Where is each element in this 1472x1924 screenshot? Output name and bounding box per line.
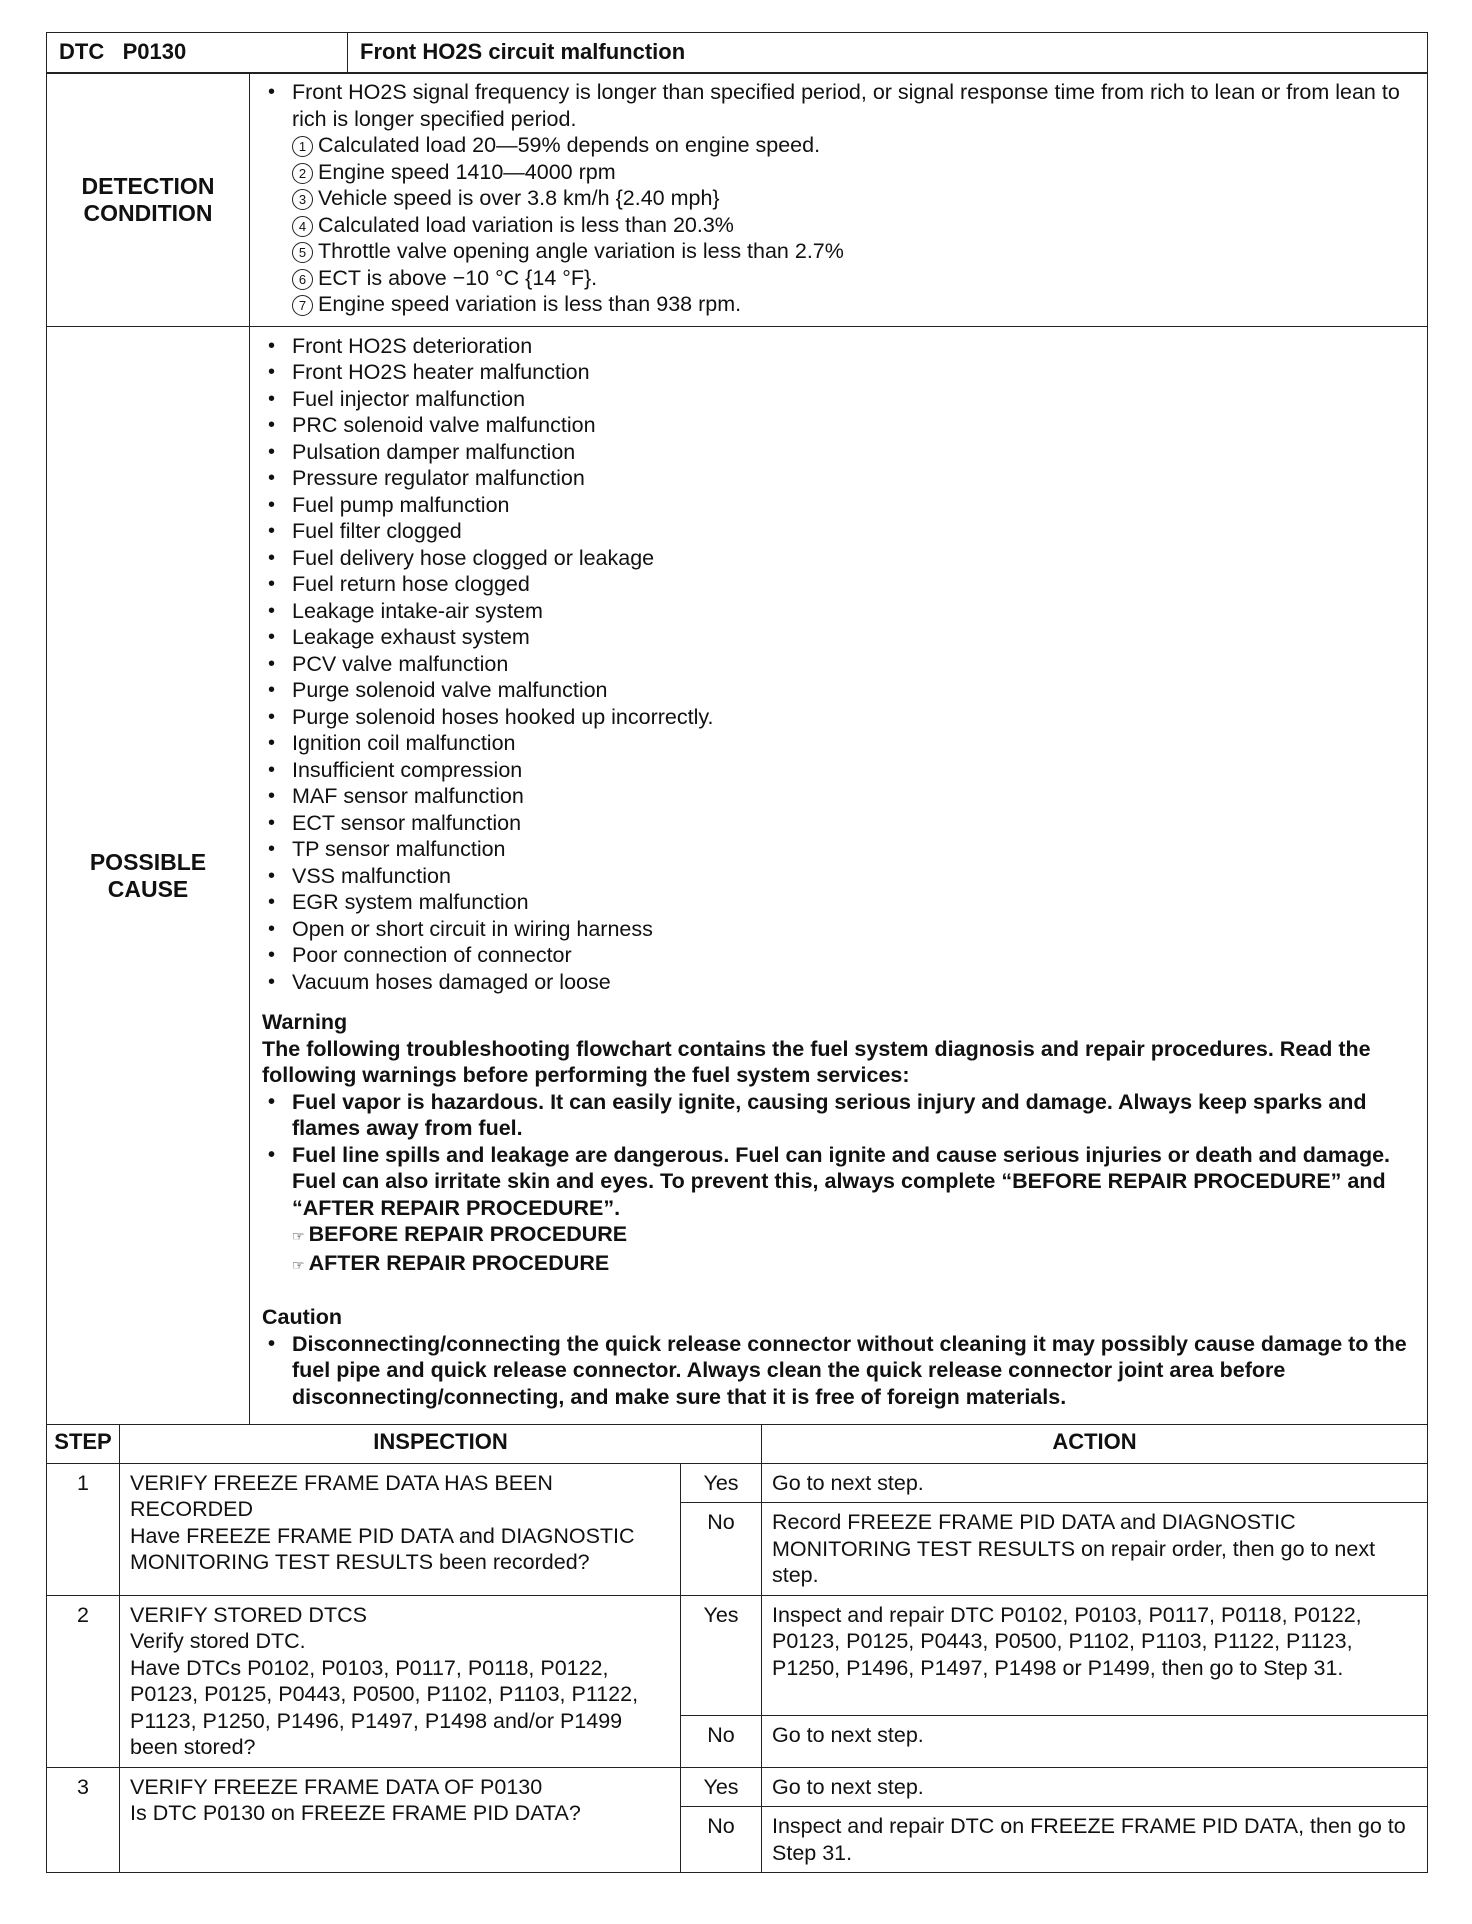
condition-number: 2	[292, 163, 313, 184]
no-action: Inspect and repair DTC on FREEZE FRAME PID DATA, then go to Step 31.	[762, 1807, 1428, 1873]
step-number: 1	[47, 1463, 120, 1595]
condition-number: 4	[292, 216, 313, 237]
condition-text: Engine speed 1410—4000 rpm	[318, 159, 616, 184]
steps-header-row	[47, 1424, 1428, 1463]
action-header: ACTION	[762, 1424, 1428, 1463]
cause-item: • Pressure regulator malfunction	[262, 465, 1417, 492]
step-number: 3	[47, 1767, 120, 1873]
cause-item: • Insufficient compression	[262, 757, 1417, 784]
condition-text: ECT is above −10 °C {14 °F}.	[318, 265, 598, 290]
cause-item: • Front HO2S heater malfunction	[262, 359, 1417, 386]
detection-condition	[262, 238, 1417, 265]
steps-body	[47, 1463, 1428, 1873]
condition-number: 7	[292, 295, 313, 316]
dtc-info-table	[46, 32, 1428, 74]
step-header: STEP	[47, 1424, 120, 1463]
dtc-code: P0130	[122, 39, 187, 64]
yes-action: Inspect and repair DTC P0102, P0103, P0117, P0118, P0122, P0123, P0125, P0443, P0500, P1102, P1103, P1122, P1123, P1250, P1496, P1497, P1498 or P1499, then go to Step 31.	[762, 1595, 1428, 1716]
reference-icon: ☞	[292, 1228, 305, 1245]
caution-bullet: • Disconnecting/connecting the quick release connector without cleaning it may possibly cause damage to the fuel pipe and quick release connector. Always clean the quick release connector joint area before disconnecting/connecting, and make sure that it is free of foreign materials.	[262, 1331, 1417, 1411]
condition-text: Calculated load variation is less than 20.3%	[318, 212, 734, 237]
cause-item: • VSS malfunction	[262, 863, 1417, 890]
step-inspection	[120, 1767, 681, 1873]
cause-item: • Fuel delivery hose clogged or leakage	[262, 545, 1417, 572]
yes-label: Yes	[681, 1595, 762, 1716]
cause-item: • Vacuum hoses damaged or loose	[262, 969, 1417, 996]
condition-text: Engine speed variation is less than 938 rpm.	[318, 292, 742, 317]
warning-intro: The following troubleshooting flowchart contains the fuel system diagnosis and repair procedures. Read the following warnings before performing the fuel system services:	[262, 1036, 1371, 1088]
cause-item: • Purge solenoid hoses hooked up incorrectly.	[262, 704, 1417, 731]
condition-text: Vehicle speed is over 3.8 km/h {2.40 mph}	[318, 186, 720, 211]
inspection-line: Have FREEZE FRAME PID DATA and DIAGNOSTIC MONITORING TEST RESULTS been recorded?	[130, 1523, 635, 1575]
cause-item: • Fuel filter clogged	[262, 518, 1417, 545]
inspection-line: Have DTCs P0102, P0103, P0117, P0118, P0122, P0123, P0125, P0443, P0500, P1102, P1103, P1122, P1123, P1250, P1496, P1497, P1498 and/or P1499 been stored?	[130, 1655, 639, 1760]
condition-number: 1	[292, 136, 313, 157]
step-inspection	[120, 1595, 681, 1767]
no-action: Go to next step.	[762, 1716, 1428, 1767]
no-label: No	[681, 1716, 762, 1767]
step-number: 2	[47, 1595, 120, 1767]
dtc-code-cell	[47, 33, 348, 74]
dtc-header-row	[47, 33, 1428, 74]
caution-list	[262, 1331, 1417, 1411]
detection-condition	[262, 291, 1417, 318]
cause-item: • PCV valve malfunction	[262, 651, 1417, 678]
dtc-title: Front HO2S circuit malfunction	[348, 33, 1428, 74]
detection-condition	[262, 159, 1417, 186]
cause-item: • PRC solenoid valve malfunction	[262, 412, 1417, 439]
condition-number: 5	[292, 242, 313, 263]
condition-text: Calculated load 20—59% depends on engine speed.	[318, 133, 821, 158]
no-label: No	[681, 1807, 762, 1873]
yes-action: Go to next step.	[762, 1463, 1428, 1503]
detection-conditions	[262, 132, 1417, 318]
cause-item: • Purge solenoid valve malfunction	[262, 677, 1417, 704]
step-inspection	[120, 1463, 681, 1595]
condition-text: Throttle valve opening angle variation is less than 2.7%	[318, 239, 844, 264]
caution-title: Caution	[262, 1305, 343, 1330]
condition-number: 3	[292, 189, 313, 210]
inspection-line: VERIFY STORED DTCS	[130, 1602, 367, 1627]
detection-label: DETECTION CONDITION	[47, 73, 250, 327]
inspection-header: INSPECTION	[120, 1424, 762, 1463]
detection-condition	[262, 132, 1417, 159]
steps-table	[46, 1424, 1428, 1874]
yes-action: Go to next step.	[762, 1767, 1428, 1807]
dtc-page	[46, 32, 1428, 1873]
inspection-line: Verify stored DTC.	[130, 1629, 306, 1654]
condition-number: 6	[292, 269, 313, 290]
reference-icon: ☞	[292, 1256, 305, 1273]
detection-condition	[262, 185, 1417, 212]
cause-item: • Fuel pump malfunction	[262, 492, 1417, 519]
detection-content	[250, 73, 1428, 327]
warning-list	[262, 1089, 1417, 1222]
inspection-line: Is DTC P0130 on FREEZE FRAME PID DATA?	[130, 1801, 581, 1826]
cause-list	[262, 333, 1417, 996]
no-label: No	[681, 1503, 762, 1596]
warning-bullet: • Fuel line spills and leakage are dangerous. Fuel can ignite and cause serious injuries or death and damage. Fuel can also irritate skin and eyes. To prevent this, always complete “BEFORE REPAIR PROCEDURE” and “AFTER REPAIR PROCEDURE”.	[262, 1142, 1417, 1222]
cause-item: • ECT sensor malfunction	[262, 810, 1417, 837]
dtc-label: DTC	[59, 39, 105, 64]
cause-item: • Pulsation damper malfunction	[262, 439, 1417, 466]
cause-item: • EGR system malfunction	[262, 889, 1417, 916]
warning-title: Warning	[262, 1010, 348, 1035]
possible-cause-content	[250, 326, 1428, 1425]
cause-item: • Fuel injector malfunction	[262, 386, 1417, 413]
inspection-line: VERIFY FREEZE FRAME DATA HAS BEEN RECORDED	[130, 1470, 553, 1522]
cause-item: • Ignition coil malfunction	[262, 730, 1417, 757]
yes-label: Yes	[681, 1463, 762, 1503]
detection-condition	[262, 212, 1417, 239]
cause-item: • Open or short circuit in wiring harness	[262, 916, 1417, 943]
cause-item: • Leakage intake-air system	[262, 598, 1417, 625]
step-row	[47, 1595, 1428, 1716]
cause-item: • Front HO2S deterioration	[262, 333, 1417, 360]
warning-bullet: • Fuel vapor is hazardous. It can easily ignite, causing serious injury and damage. Always keep sparks and flames away from fuel.	[262, 1089, 1417, 1142]
cause-item: • MAF sensor malfunction	[262, 783, 1417, 810]
detection-intro: • Front HO2S signal frequency is longer than specified period, or signal response time from rich to lean or from lean to rich is longer specified period.	[262, 79, 1417, 132]
possible-cause-row	[47, 326, 1428, 1425]
step-row	[47, 1767, 1428, 1807]
dtc-details-table	[46, 72, 1428, 1425]
possible-cause-label: POSSIBLE CAUSE	[47, 326, 250, 1425]
step-row	[47, 1463, 1428, 1503]
detection-condition	[262, 265, 1417, 292]
no-action: Record FREEZE FRAME PID DATA and DIAGNOSTIC MONITORING TEST RESULTS on repair order, then go to next step.	[762, 1503, 1428, 1596]
yes-label: Yes	[681, 1767, 762, 1807]
cause-item: • Fuel return hose clogged	[262, 571, 1417, 598]
ref-before-repair[interactable]: ☞ BEFORE REPAIR PROCEDURE	[262, 1221, 1417, 1250]
cause-item: • TP sensor malfunction	[262, 836, 1417, 863]
cause-item: • Leakage exhaust system	[262, 624, 1417, 651]
cause-item: • Poor connection of connector	[262, 942, 1417, 969]
ref-after-repair[interactable]: ☞ AFTER REPAIR PROCEDURE	[262, 1250, 1417, 1279]
detection-row	[47, 73, 1428, 327]
inspection-line: VERIFY FREEZE FRAME DATA OF P0130	[130, 1774, 543, 1799]
